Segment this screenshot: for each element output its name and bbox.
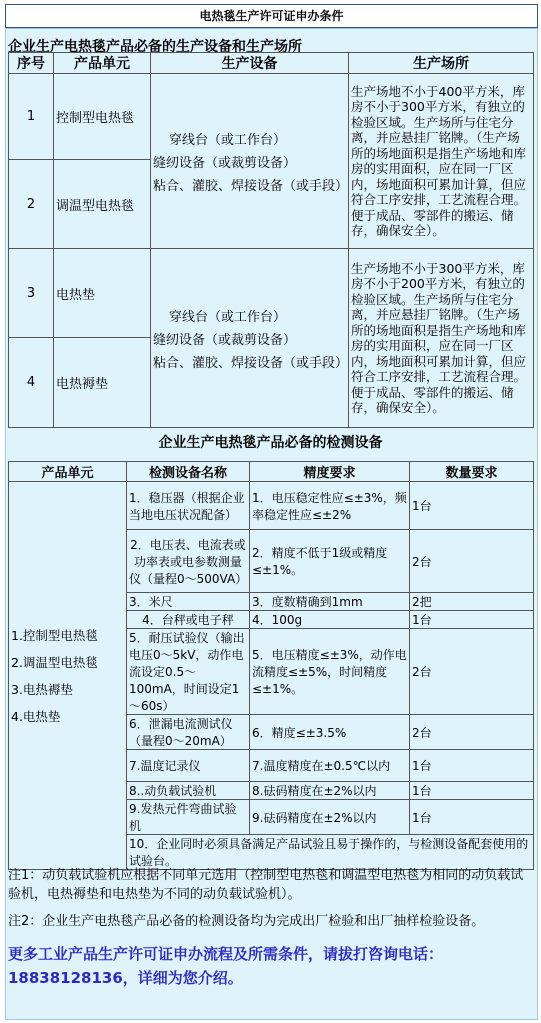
equipment-cell-b	[151, 249, 349, 428]
device-name: 7.温度记录仪	[127, 750, 250, 782]
row-no: 4	[9, 338, 54, 428]
device-qty: 1台	[410, 782, 534, 800]
device-name: 5．耐压试验仪（输出电压0～5kV，动作电流设定0.5～100mA，时间设定1～60s）	[127, 629, 250, 715]
device-qty: 1台	[410, 611, 534, 629]
device-precision: 1．电压稳定性应≤±3%，频率稳定性应≤±2%	[250, 482, 410, 530]
col-header-unit: 产品单元	[9, 462, 127, 482]
device-qty: 2台	[410, 715, 534, 750]
row-unit: 控制型电热毯	[54, 74, 151, 160]
device-name: 2．电压表、电流表或功率表或电参数测量仪（量程0～500VA）	[127, 530, 250, 593]
page-title: 电热毯生产许可证申办条件	[5, 4, 538, 28]
site-cell-a: 生产场地不小于400平方米，库房不小于300平方米，有独立的检验区域。生产场所与住宅分离，并应悬挂厂铭牌。（生产场所的场地面积是指生产场地和库房的实用面积，应在同一厂区内，场地面积可累加计算，但应符合工序安排，工艺流程合理。便于成品、零部件的搬运、储存，确保安全）。	[349, 74, 534, 249]
col-header-site: 生产场所	[349, 53, 534, 74]
device-precision: 4．100g	[250, 611, 410, 629]
product-unit: 3.电热褥垫	[11, 681, 73, 697]
product-unit: 4.电热垫	[11, 708, 61, 724]
device-precision: 6．精度≤±3.5%	[250, 715, 410, 750]
device-name: 1．稳压器（根据企业当地电压状况配备）	[127, 482, 250, 530]
equipment-item: 穿线台（或工作台）	[169, 132, 287, 148]
row-no: 2	[9, 160, 54, 249]
note-1: 注1：动负载试验机应根据不同单元选用（控制型电热毯和调温型电热毯为相同的动负载试验机，电热褥垫和电热垫为不同的动负载试验机）。	[8, 868, 524, 902]
col-header-precision: 精度要求	[250, 462, 410, 482]
equipment-item: 粘合、灌胶、焊接设备（或手段）	[153, 178, 349, 194]
equipment-item: 粘合、灌胶、焊接设备（或手段）	[153, 355, 349, 371]
section1-heading: 企业生产电热毯产品必备的生产设备和生产场所	[8, 39, 302, 55]
device-precision: 7.温度精度在±0.5℃以内	[250, 750, 410, 782]
device-precision: 5．电压精度≤±3%，动作电流精度≤±5%，时间精度≤±1%。	[250, 629, 410, 715]
inspection-table	[8, 461, 534, 870]
product-unit: 1.控制型电热毯	[11, 627, 98, 643]
device-precision: 2．精度不低于1级或精度≤±1%。	[250, 530, 410, 593]
col-header-device: 检测设备名称	[127, 462, 250, 482]
section2-heading: 企业生产电热毯产品必备的检测设备	[158, 435, 383, 451]
equipment-item: 缝纫设备（或裁剪设备）	[153, 155, 297, 171]
device-precision: 8.砝码精度在±2%以内	[250, 782, 410, 800]
device-name: 4．台秤或电子秤	[127, 611, 250, 629]
row-no: 1	[9, 74, 54, 160]
equipment-item: 缝纫设备（或裁剪设备）	[153, 332, 297, 348]
note-2: 注2：企业生产电热毯产品必备的检测设备均为完成出厂检验和出厂抽样检验设备。	[8, 914, 485, 929]
row-no: 3	[9, 249, 54, 338]
equipment-cell-a	[151, 74, 349, 249]
device-qty: 1台	[410, 750, 534, 782]
device-qty: 1台	[410, 482, 534, 530]
device-qty: 2把	[410, 593, 534, 611]
test-bench-requirement: 10．企业同时必须具备满足产品试验且易于操作的，与检测设备配套使用的试验台。	[127, 835, 534, 870]
row-unit: 电热垫	[54, 249, 151, 338]
col-header-equipment: 生产设备	[151, 53, 349, 74]
product-units-cell	[9, 482, 127, 870]
col-header-qty: 数量要求	[410, 462, 534, 482]
contact-banner: 更多工业产品生产许可证申办流程及所需条件，请拔打咨询电话：18838128136，详细为您介绍。	[8, 945, 444, 987]
device-name: 3．米尺	[127, 593, 250, 611]
device-qty: 1台	[410, 800, 534, 835]
device-precision: 3．度数精确到1mm	[250, 593, 410, 611]
device-name: 6．泄漏电流测试仪（量程0～20mA）	[127, 715, 250, 750]
row-unit: 电热褥垫	[54, 338, 151, 428]
device-name: 8..动负载试验机	[127, 782, 250, 800]
row-unit: 调温型电热毯	[54, 160, 151, 249]
device-qty: 2台	[410, 530, 534, 593]
device-name: 9.发热元件弯曲试验机	[127, 800, 250, 835]
device-precision: 9.砝码精度在±2%以内	[250, 800, 410, 835]
equipment-item: 穿线台（或工作台）	[169, 309, 287, 325]
col-header-no: 序号	[9, 53, 54, 74]
site-cell-b: 生产场地不小于300平方米，库房不小于200平方米，有独立的检验区域。生产场所与住宅分离，并应悬挂厂铭牌。（生产场所的场地面积是指生产场地和库房的实用面积，应在同一厂区内，场地面积可累加计算，但应符合工序安排，工艺流程合理。便于成品、零部件的搬运、储存，确保安全）。	[349, 249, 534, 428]
product-unit: 2.调温型电热毯	[11, 654, 98, 670]
device-qty: 2台	[410, 629, 534, 715]
col-header-unit: 产品单元	[54, 53, 151, 74]
production-table	[8, 52, 534, 428]
